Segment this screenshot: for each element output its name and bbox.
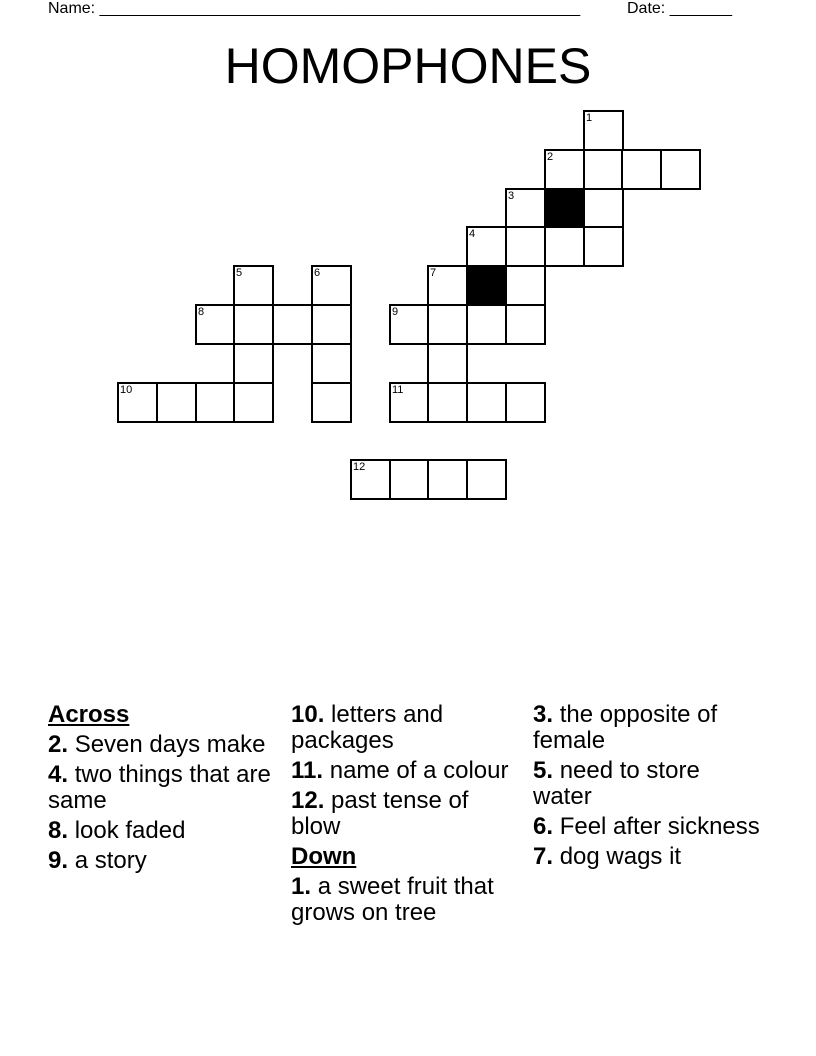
clue-across-10 [291,702,521,754]
grid-cell[interactable] [466,459,507,500]
grid-cell[interactable] [389,304,430,345]
grid-cell[interactable] [311,304,352,345]
grid-cell[interactable] [583,110,624,151]
grid-cell[interactable] [505,382,546,423]
grid-cell[interactable] [505,265,546,306]
grid-cell[interactable] [544,149,585,190]
grid-cell[interactable] [233,343,274,384]
down-heading: Down [291,843,357,870]
clue-down-5 [533,758,763,810]
grid-cell[interactable] [233,304,274,345]
grid-cell[interactable] [660,149,701,190]
grid-cell[interactable] [389,382,430,423]
grid-cell[interactable] [233,265,274,306]
clue-text: name of a colour [329,757,509,784]
grid-cell[interactable] [311,343,352,384]
clue-number: 9. [48,847,69,874]
clue-text: Seven days make [74,731,266,758]
clue-text: the opposite of female [533,701,718,754]
grid-cell[interactable] [427,382,468,423]
grid-cell[interactable] [195,382,236,423]
clue-number: 4. [48,761,69,788]
clue-number: 1. [291,873,312,900]
grid-cell[interactable] [466,382,507,423]
clue-number: 5. [533,757,554,784]
clue-number: 3. [533,701,554,728]
clue-text: Feel after sickness [559,813,760,840]
clue-text: dog wags it [559,843,682,870]
crossword-grid [0,0,816,520]
grid-cell[interactable] [195,304,236,345]
grid-cell[interactable] [427,343,468,384]
clue-number: 12. [291,787,325,814]
grid-cell[interactable] [621,149,662,190]
grid-cell[interactable] [311,382,352,423]
date-field-label: Date: _______ [627,0,732,17]
grid-cell[interactable] [389,459,430,500]
grid-cell[interactable] [583,226,624,267]
clue-across-8 [48,818,278,844]
clue-column-1 [48,702,278,878]
clue-down-1 [291,874,521,926]
clue-down-6 [533,814,763,840]
grid-cell[interactable] [583,149,624,190]
clue-across-4 [48,762,278,814]
clue-text: look faded [74,817,186,844]
cell-number: 6 [314,267,321,279]
clue-number: 6. [533,813,554,840]
clue-text: two things that are same [48,761,271,814]
clue-down-3 [533,702,763,754]
clue-number: 7. [533,843,554,870]
cell-number: 1 [586,112,593,124]
cell-number: 7 [430,267,437,279]
clue-text: a sweet fruit that grows on tree [291,873,494,926]
clue-across-2 [48,732,278,758]
black-cell [544,188,585,229]
grid-cell[interactable] [544,226,585,267]
grid-cell[interactable] [233,382,274,423]
cell-number: 2 [547,151,554,163]
grid-cell[interactable] [505,188,546,229]
clue-text: past tense of blow [291,787,469,840]
grid-cell[interactable] [427,304,468,345]
across-heading: Across [48,701,130,728]
black-cell [466,265,507,306]
clue-text: a story [74,847,147,874]
grid-cell[interactable] [466,304,507,345]
cell-number: 11 [392,384,404,396]
clue-number: 11. [291,757,324,784]
grid-cell[interactable] [466,226,507,267]
cell-number: 3 [508,190,515,202]
grid-cell[interactable] [272,304,313,345]
grid-cell[interactable] [427,459,468,500]
grid-cell[interactable] [505,226,546,267]
page-title: HOMOPHONES [224,38,592,94]
clue-text: letters and packages [291,701,444,754]
clue-number: 10. [291,701,325,728]
cell-number: 8 [198,306,205,318]
grid-cell[interactable] [350,459,391,500]
clue-text: need to store water [533,757,700,810]
grid-cell[interactable] [583,188,624,229]
grid-cell[interactable] [311,265,352,306]
clue-across-9 [48,848,278,874]
grid-cell[interactable] [427,265,468,306]
grid-cell[interactable] [156,382,197,423]
cell-number: 12 [353,461,366,473]
name-field-label: Name: ______________________________________________________ [48,0,581,17]
grid-cell[interactable] [505,304,546,345]
cell-number: 10 [120,384,133,396]
clue-column-2 [291,702,521,930]
grid-cell[interactable] [117,382,158,423]
clue-down-7 [533,844,763,870]
clue-number: 2. [48,731,69,758]
cell-number: 9 [392,306,399,318]
cell-number: 4 [469,228,476,240]
clue-across-12 [291,788,521,840]
clue-number: 8. [48,817,69,844]
clue-across-11 [291,758,521,784]
clue-column-3 [533,702,763,874]
cell-number: 5 [236,267,243,279]
